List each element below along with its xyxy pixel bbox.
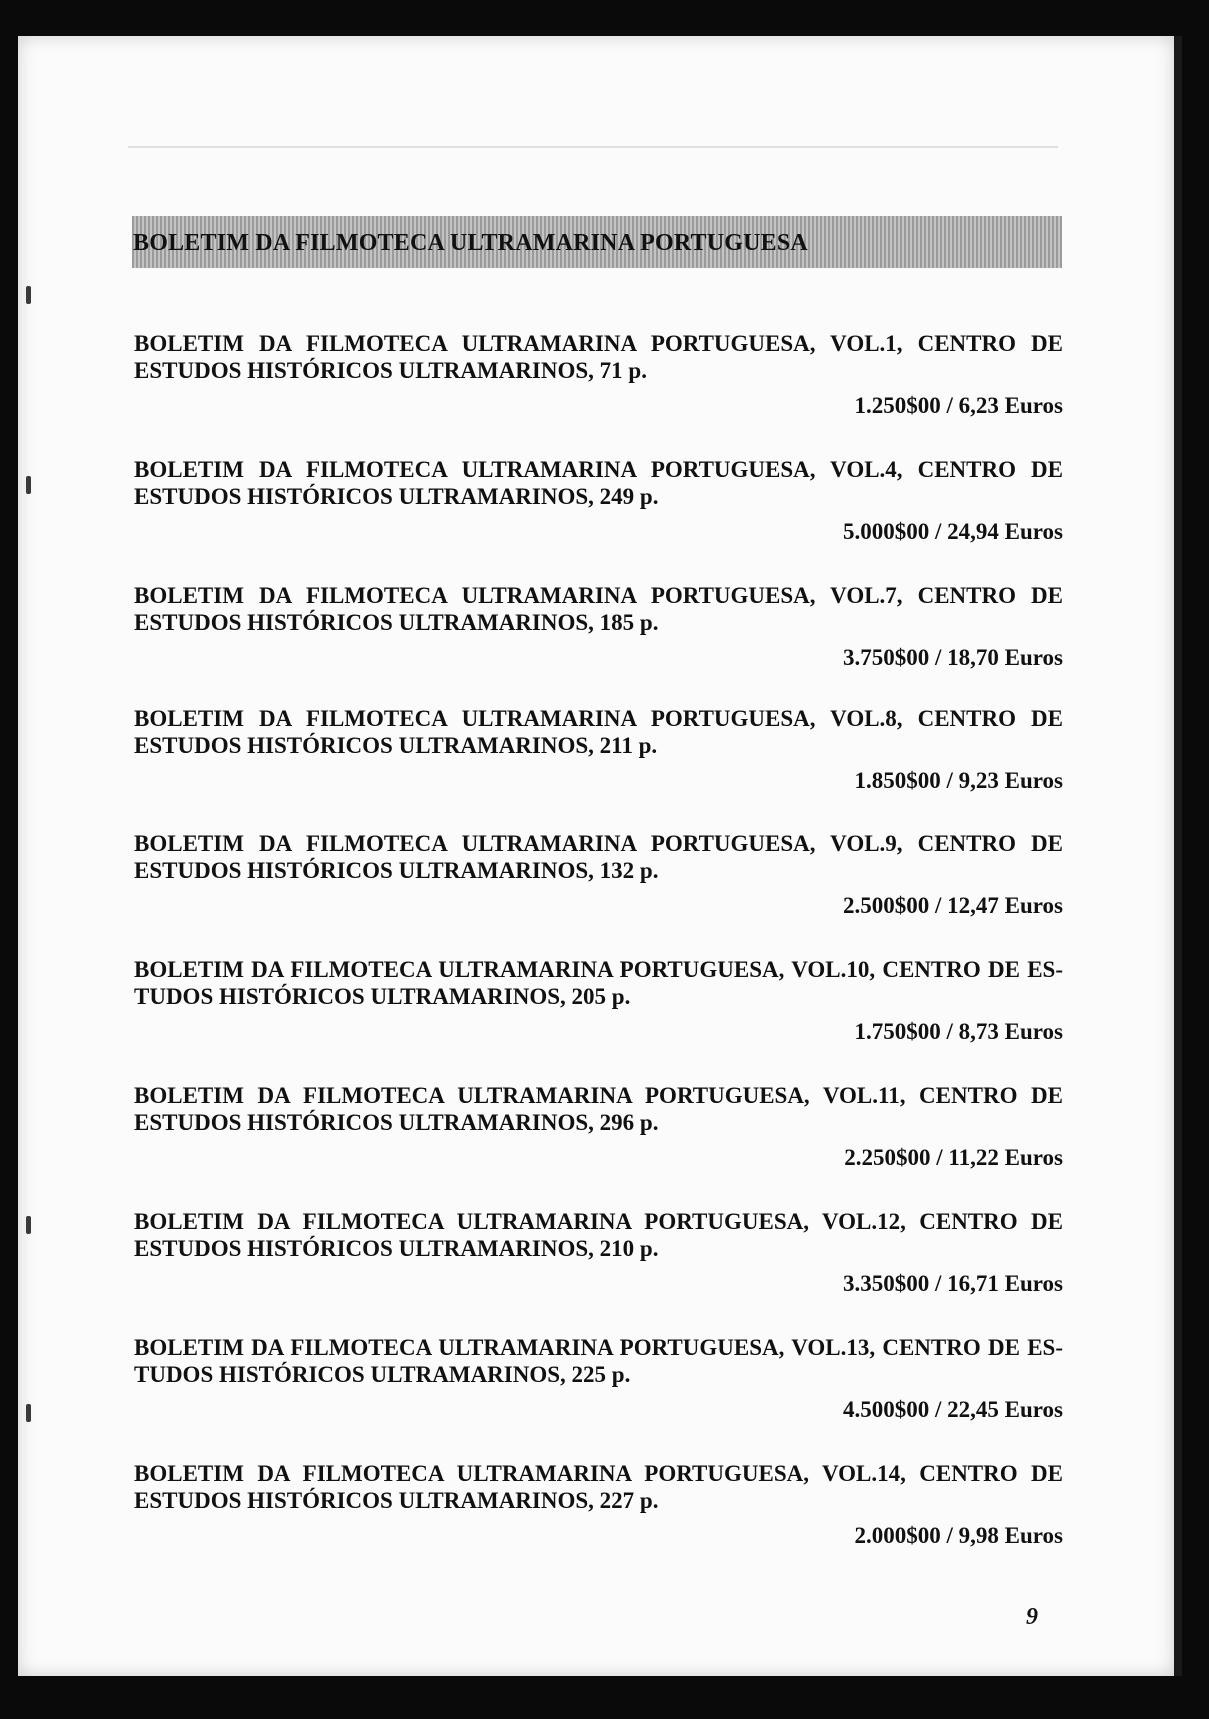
binding-mark [26,476,31,494]
entry-price: 1.250$00 / 6,23 Euros [854,393,1063,418]
entry-title-line: ESTUDOS HISTÓRICOS ULTRAMARINOS, 210 p. [134,1236,659,1261]
entry-title-line: BOLETIM DA FILMOTECA ULTRAMARINA PORTUGUESA, VOL.12, CENTRO DE [134,1209,1063,1234]
catalog-entry [134,830,1063,920]
catalog-entry [134,705,1063,795]
entry-title-line: BOLETIM DA FILMOTECA ULTRAMARINA PORTUGUESA, VOL.13, CENTRO DE ES- [134,1335,1063,1360]
catalog-entry [134,1460,1063,1550]
catalog-entry [134,1082,1063,1172]
entry-title-line: TUDOS HISTÓRICOS ULTRAMARINOS, 205 p. [134,984,631,1009]
entry-price: 4.500$00 / 22,45 Euros [842,1397,1063,1422]
entry-title-line: BOLETIM DA FILMOTECA ULTRAMARINA PORTUGUESA, VOL.7, CENTRO DE [134,583,1063,608]
catalog-entry [134,456,1063,546]
entry-title-line: BOLETIM DA FILMOTECA ULTRAMARINA PORTUGUESA, VOL.8, CENTRO DE [134,706,1063,731]
entry-title-line: BOLETIM DA FILMOTECA ULTRAMARINA PORTUGUESA, VOL.9, CENTRO DE [134,831,1063,856]
bleed-through-header-rule [128,118,1058,148]
document-page [18,36,1182,1676]
entry-title-line: ESTUDOS HISTÓRICOS ULTRAMARINOS, 227 p. [134,1488,659,1513]
catalog-entry [134,582,1063,672]
entry-title-line: ESTUDOS HISTÓRICOS ULTRAMARINOS, 185 p. [134,610,659,635]
section-title: BOLETIM DA FILMOTECA ULTRAMARINA PORTUGUESA [133,230,808,256]
entry-price: 3.350$00 / 16,71 Euros [842,1271,1063,1296]
binding-mark [26,1216,31,1234]
entry-price: 2.000$00 / 9,98 Euros [854,1523,1063,1548]
entry-price: 3.750$00 / 18,70 Euros [842,645,1063,670]
entry-title-line: ESTUDOS HISTÓRICOS ULTRAMARINOS, 211 p. [134,733,658,758]
entry-title-line: ESTUDOS HISTÓRICOS ULTRAMARINOS, 132 p. [134,858,659,883]
catalog-entry [134,330,1063,420]
entry-title-line: BOLETIM DA FILMOTECA ULTRAMARINA PORTUGUESA, VOL.1, CENTRO DE [134,331,1063,356]
page-number: 9 [1026,1604,1038,1630]
entry-title-line: TUDOS HISTÓRICOS ULTRAMARINOS, 225 p. [134,1362,631,1387]
binding-mark [26,286,31,304]
entry-title-line: BOLETIM DA FILMOTECA ULTRAMARINA PORTUGUESA, VOL.10, CENTRO DE ES- [134,957,1063,982]
entry-title-line: BOLETIM DA FILMOTECA ULTRAMARINA PORTUGUESA, VOL.4, CENTRO DE [134,457,1063,482]
catalog-entry [134,1334,1063,1424]
entry-price: 1.750$00 / 8,73 Euros [854,1019,1063,1044]
entry-price: 5.000$00 / 24,94 Euros [842,519,1063,544]
entry-title-line: ESTUDOS HISTÓRICOS ULTRAMARINOS, 296 p. [134,1110,659,1135]
binding-mark [26,1404,31,1422]
catalog-entry [134,956,1063,1046]
entry-title-line: BOLETIM DA FILMOTECA ULTRAMARINA PORTUGUESA, VOL.14, CENTRO DE [134,1461,1063,1486]
entry-title-line: BOLETIM DA FILMOTECA ULTRAMARINA PORTUGUESA, VOL.11, CENTRO DE [134,1083,1063,1108]
entry-price: 2.500$00 / 12,47 Euros [842,893,1063,918]
catalog-entry [134,1208,1063,1298]
entry-title-line: ESTUDOS HISTÓRICOS ULTRAMARINOS, 71 p. [134,358,647,383]
entry-title-line: ESTUDOS HISTÓRICOS ULTRAMARINOS, 249 p. [134,484,659,509]
entry-price: 2.250$00 / 11,22 Euros [844,1145,1063,1170]
entry-price: 1.850$00 / 9,23 Euros [854,768,1063,793]
